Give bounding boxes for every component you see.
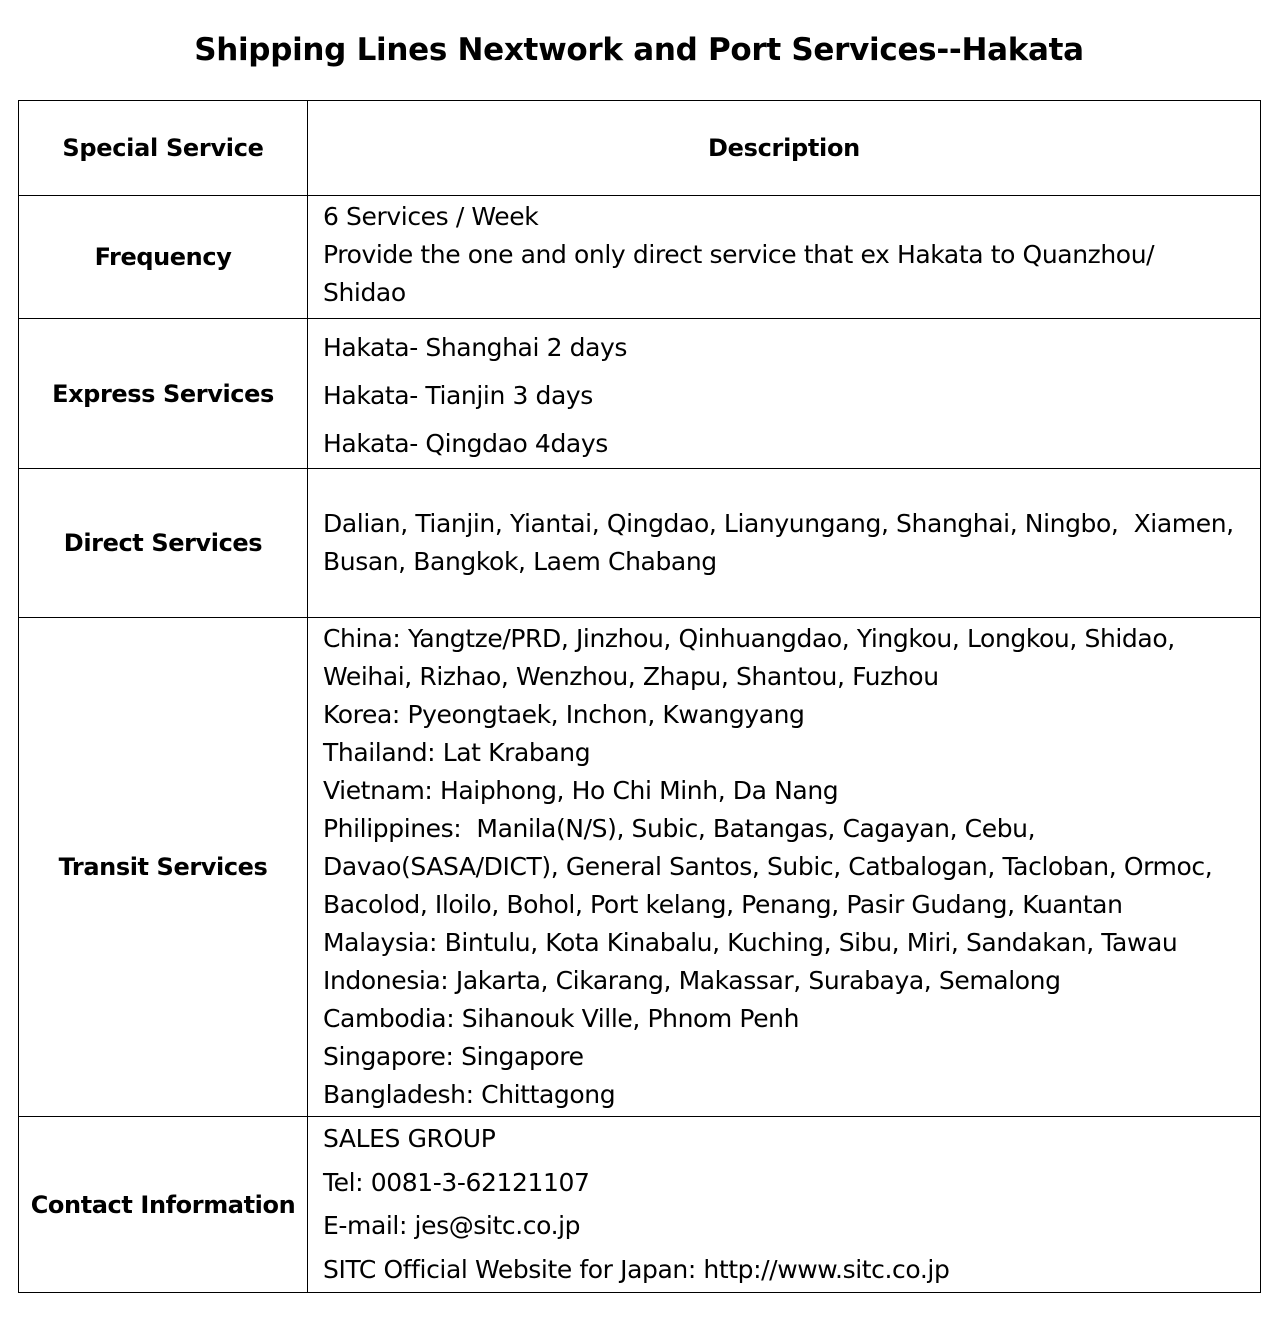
row-description-direct-services — [308, 469, 1261, 618]
description-line: Dalian, Tianjin, Yiantai, Qingdao, Lianyungang, Shanghai, Ningbo, Xiamen, — [323, 509, 1234, 538]
description-line: Korea: Pyeongtaek, Inchon, Kwangyang — [323, 700, 805, 729]
row-label-contact-information: Contact Information — [19, 1117, 308, 1293]
header-description: Description — [308, 101, 1261, 196]
row-label-frequency: Frequency — [19, 196, 308, 319]
row-description-transit-services — [308, 618, 1261, 1117]
description-line: Singapore: Singapore — [323, 1042, 584, 1071]
row-label-transit-services: Transit Services — [19, 618, 308, 1117]
description-line: Hakata- Shanghai 2 days — [323, 333, 628, 362]
description-line: China: Yangtze/PRD, Jinzhou, Qinhuangdao, Yingkou, Longkou, Shidao, — [323, 624, 1175, 653]
description-line: Malaysia: Bintulu, Kota Kinabalu, Kuching, Sibu, Miri, Sandakan, Tawau — [323, 928, 1178, 957]
row-label-direct-services: Direct Services — [19, 469, 308, 618]
row-description-contact-information — [308, 1117, 1261, 1293]
table-row-contact-information — [19, 1117, 1261, 1293]
contact-phone: Tel: 0081-3-62121107 — [323, 1167, 590, 1197]
description-line: Provide the one and only direct service that ex Hakata to Quanzhou/ — [323, 240, 1155, 269]
row-label-express-services: Express Services — [19, 319, 308, 469]
table-row-express-services — [19, 319, 1261, 469]
table-row-frequency — [19, 196, 1261, 319]
description-line: Busan, Bangkok, Laem Chabang — [323, 547, 717, 576]
description-line: Cambodia: Sihanouk Ville, Phnom Penh — [323, 1004, 800, 1033]
description-line: Vietnam: Haiphong, Ho Chi Minh, Da Nang — [323, 776, 839, 805]
description-line: Hakata- Tianjin 3 days — [323, 381, 593, 410]
contact-email: E-mail: jes@sitc.co.jp — [323, 1211, 581, 1240]
description-line: Weihai, Rizhao, Wenzhou, Zhapu, Shantou, Fuzhou — [323, 662, 939, 691]
description-line: Indonesia: Jakarta, Cikarang, Makassar, Surabaya, Semalong — [323, 966, 1061, 995]
table-row-direct-services — [19, 469, 1261, 618]
header-special-service: Special Service — [19, 101, 308, 196]
description-line: Shidao — [323, 278, 406, 307]
table-header-row — [19, 101, 1261, 196]
description-line: Thailand: Lat Krabang — [323, 738, 591, 767]
row-description-express-services — [308, 319, 1261, 469]
description-line: Davao(SASA/DICT), General Santos, Subic, Catbalogan, Tacloban, Ormoc, — [323, 852, 1213, 881]
table-row-transit-services — [19, 618, 1261, 1117]
description-line: Bacolod, Iloilo, Bohol, Port kelang, Penang, Pasir Gudang, Kuantan — [323, 890, 1123, 919]
row-description-frequency — [308, 196, 1261, 319]
description-line: 6 Services / Week — [323, 202, 539, 231]
contact-group: SALES GROUP — [323, 1124, 496, 1153]
description-line: Philippines: Manila(N/S), Subic, Batangas, Cagayan, Cebu, — [323, 814, 1036, 843]
services-table — [18, 100, 1261, 1293]
description-line: Hakata- Qingdao 4days — [323, 429, 608, 458]
contact-website: SITC Official Website for Japan: http://www.sitc.co.jp — [323, 1254, 950, 1284]
description-line: Bangladesh: Chittagong — [323, 1080, 616, 1109]
page-title: Shipping Lines Nextwork and Port Services--Hakata — [194, 32, 1084, 68]
